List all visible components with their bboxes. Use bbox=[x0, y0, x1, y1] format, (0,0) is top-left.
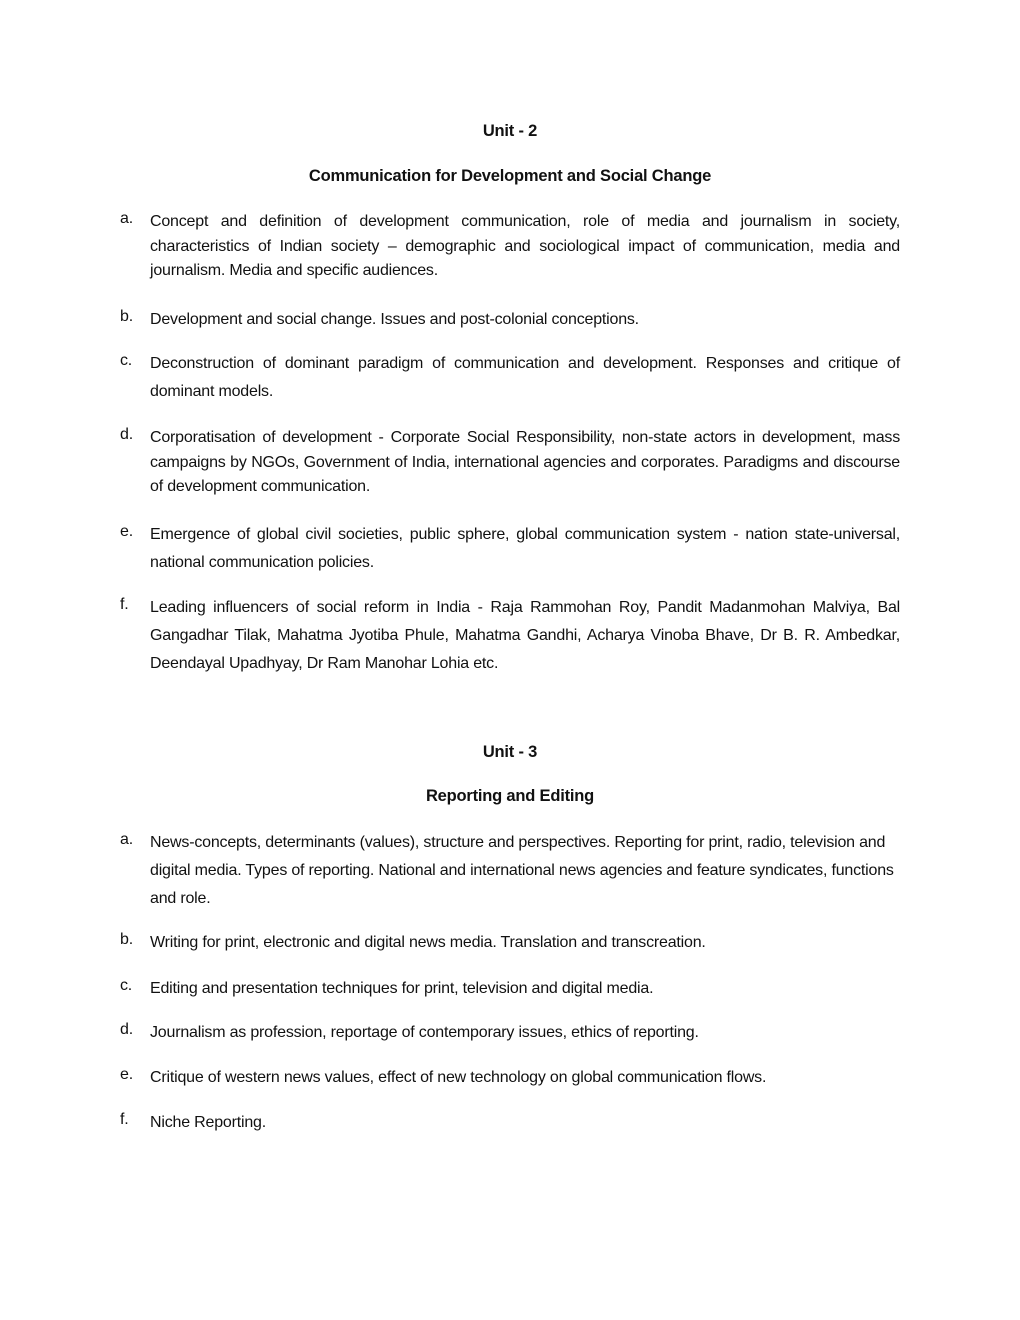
list-item-text: Niche Reporting. bbox=[150, 1114, 266, 1131]
list-item-text: Concept and definition of development communication, role of media and journalism in society, characteristics of Indian society – demographic and sociological impact of communication, media and journalism. Media and specific audiences. bbox=[150, 213, 900, 279]
list-item bbox=[120, 308, 900, 333]
list-item-text: Emergence of global civil societies, public sphere, global communication system - nation state-universal, national communication policies. bbox=[150, 526, 900, 571]
list-marker: b. bbox=[120, 308, 133, 325]
list-marker: e. bbox=[120, 523, 133, 540]
list-marker: b. bbox=[120, 931, 133, 948]
list-item-text: News-concepts, determinants (values), structure and perspectives. Reporting for print, radio, television and digital media. Types of reporting. National and international news agencies and feature syndicates, functions and role. bbox=[150, 834, 894, 907]
list-item-text: Critique of western news values, effect of new technology on global communication flows. bbox=[150, 1069, 767, 1086]
list-item-text: Writing for print, electronic and digital news media. Translation and transcreation. bbox=[150, 934, 706, 951]
list-item bbox=[120, 977, 900, 1002]
list-marker: d. bbox=[120, 426, 133, 443]
list-item bbox=[120, 1021, 900, 1046]
list-item-text: Development and social change. Issues and post-colonial conceptions. bbox=[150, 311, 639, 328]
list-marker: f. bbox=[120, 1111, 129, 1128]
unit-3-title: Reporting and Editing bbox=[425, 787, 595, 805]
list-item-text: Leading influencers of social reform in India - Raja Rammohan Roy, Pandit Madanmohan Malviya, Bal Gangadhar Tilak, Mahatma Jyotiba Phule, Mahatma Gandhi, Acharya Vinoba Bhave, Dr B. R. Ambedkar, Deendayal Upadhyay, Dr Ram Manohar Lohia etc. bbox=[150, 599, 900, 672]
list-item bbox=[120, 426, 900, 500]
list-item-text: Journalism as profession, reportage of contemporary issues, ethics of reporting. bbox=[150, 1024, 699, 1041]
list-marker: c. bbox=[120, 977, 133, 994]
unit-2-label: Unit - 2 bbox=[482, 122, 538, 140]
list-item bbox=[120, 596, 900, 678]
list-item-text: Editing and presentation techniques for print, television and digital media. bbox=[150, 980, 654, 997]
list-marker: c. bbox=[120, 352, 133, 369]
unit-3-label: Unit - 3 bbox=[482, 743, 538, 761]
list-item-text: Deconstruction of dominant paradigm of communication and development. Responses and critique of dominant models. bbox=[150, 355, 900, 400]
list-marker: e. bbox=[120, 1066, 133, 1083]
list-item bbox=[120, 352, 900, 406]
list-item-text: Corporatisation of development - Corporate Social Responsibility, non-state actors in development, mass campaigns by NGOs, Government of India, international agencies and corporates. Paradigms and discourse of development communication. bbox=[150, 429, 900, 495]
list-item bbox=[120, 1111, 900, 1136]
list-item bbox=[120, 931, 900, 956]
list-marker: a. bbox=[120, 831, 133, 848]
list-item bbox=[120, 831, 900, 913]
list-marker: f. bbox=[120, 596, 129, 613]
list-item bbox=[120, 210, 900, 284]
list-marker: a. bbox=[120, 210, 133, 227]
list-item bbox=[120, 523, 900, 577]
unit-2-title: Communication for Development and Social Change bbox=[308, 167, 712, 185]
list-item bbox=[120, 1066, 900, 1091]
list-marker: d. bbox=[120, 1021, 133, 1038]
